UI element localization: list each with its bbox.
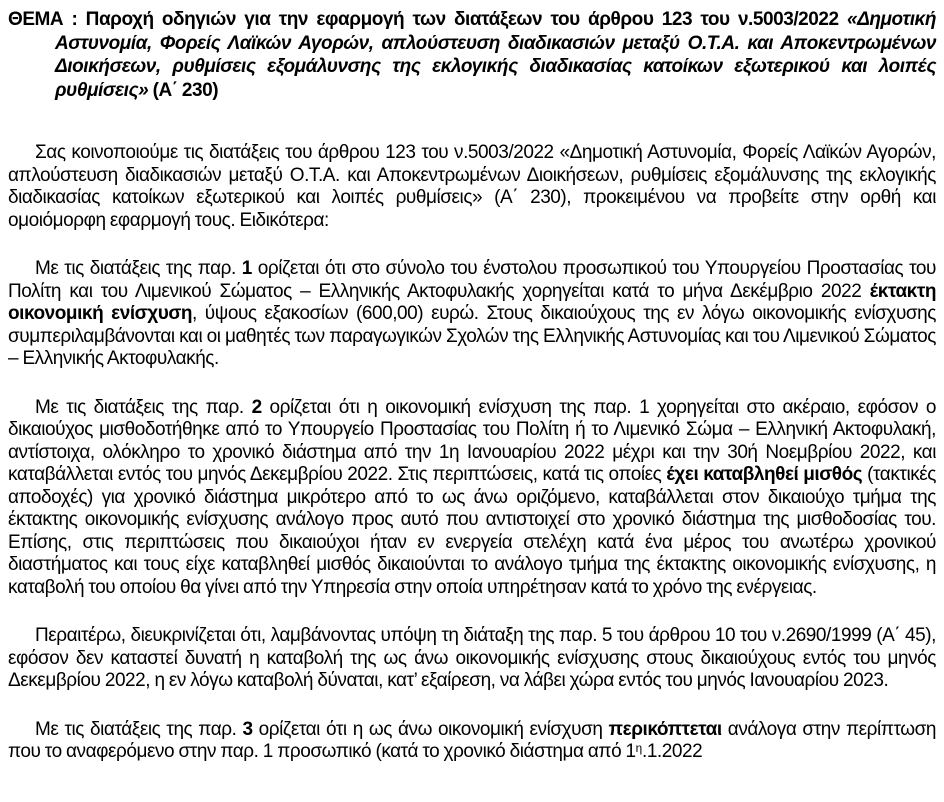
text-segment: «Δημοτική Αστυνομία, Φορείς Λαϊκών Αγορών, απλούστευση διαδικασιών μεταξύ Ο.Τ.Α. και Αποκεντρωμένων Διοικήσεων, ρυθμίσεις εξομάλυνσης της εκλογικής διαδικασίας κατοίκων εξωτερικού και λοιπές ρυθμίσεις» (55, 9, 936, 101)
text-segment: η (635, 742, 642, 756)
text-segment: (τακτικές αποδοχές) για χρονικό διάστημα μικρότερο από το ως άνω οριζόμενο, καταβάλλεται στον δικαιούχο τμήμα της έκτακτης οικονομικής ενίσχυσης ανάλογο προς αυτό που αντιστοιχεί στο χρονικό διάστημα της μισθοδοσίας του. Επίσης, στις περιπτώσεις που δικαιούχοι ήταν εν ενεργεία στελέχη κατά ένα μέρος του ανωτέρω χρονικού διαστήματος και τους είχε καταβληθεί μισθός δικαιούνται το ανάλογο τμήμα της έκτακτης οικονομικής ενίσχυσης, η καταβολή του οποίου θα γίνει από την Υπηρεσία στην οποία υπηρέτησαν κατά το χρόνο της ενέργειας. (8, 464, 936, 598)
text-segment: περικόπτεται (608, 718, 722, 740)
text-segment: Με τις διατάξεις της παρ. (35, 718, 243, 740)
text-segment: Με τις διατάξεις της παρ. (35, 258, 242, 279)
paragraph-par-1 (8, 258, 936, 371)
text-segment: .1.2022 (641, 741, 703, 762)
text-segment: (Α΄ 230) (148, 79, 219, 101)
text-segment: , ύψους εξακοσίων (600,00) ευρώ. Στους δικαιούχους της εν λόγω οικονομικής ενίσχυσης συμπεριλαμβάνονται και οι μαθητές των παραγωγικών Σχολών της Ελληνικής Αστυνομίας και του Λιμενικού Σώματος – Ελληνικής Ακτοφυλακής. (8, 303, 936, 369)
text-segment: Περαιτέρω, διευκρινίζεται ότι, λαμβάνοντας υπόψη τη διάταξη της παρ. 5 του άρθρου 10 του ν.2690/1999 (Α΄ 45), εφόσον δεν καταστεί δυνατή η καταβολή της ως άνω οικονομικής ενίσχυσης στους δικαιούχους εντός του μηνός Δεκεμβρίου 2022, η εν λόγω καταβολή δύναται, κατ’ εξαίρεση, να λάβει χώρα εντός του μηνός Ιανουαρίου 2023. (8, 625, 936, 691)
text-segment: ορίζεται ότι στο σύνολο του ένστολου προσωπικού του Υπουργείου Προστασίας του Πολίτη και του Λιμενικού Σώματος – Ελληνικής Ακτοφυλακής χορηγείται κατά το μήνα Δεκέμβριο 2022 (8, 258, 936, 302)
text-segment: Σας κοινοποιούμε τις διατάξεις του άρθρου 123 του ν.5003/2022 «Δημοτική Αστυνομία, Φορείς Λαϊκών Αγορών, απλούστευση διαδικασιών μεταξύ Ο.Τ.Α. και Αποκεντρωμένων Διοικήσεων, ρυθμίσεις εξομάλυνσης της εκλογικής διαδικασίας κατοίκων εξωτερικού και λοιπές ρυθμίσεις» (Α΄ 230), προκειμένου να προβείτε στην ορθή και ομοιόμορφη εφαρμογή τους. Ειδικότερα: (8, 142, 936, 231)
text-segment: 2 (251, 396, 262, 418)
text-segment: ορίζεται ότι η ως άνω οικονομική ενίσχυση (252, 718, 609, 740)
paragraph-par-2 (8, 397, 936, 600)
text-segment: ανάλογα στην περίπτωση που το αναφερόμενο στην παρ. 1 προσωπικό (κατά το χρονικό διάστημα από 1 (8, 718, 937, 762)
text-segment: 1 (241, 258, 252, 279)
text-segment: έκτακτη οικονομική ενίσχυση (8, 280, 936, 324)
paragraph-par-3 (8, 719, 936, 766)
text-segment: έχει καταβληθεί μισθός (666, 464, 863, 485)
text-segment: Με τις διατάξεις της παρ. (35, 396, 252, 418)
paragraph-intro (8, 142, 936, 232)
subject-heading (8, 8, 936, 102)
text-segment: ορίζεται ότι η οικονομική ενίσχυση της παρ. 1 χορηγείται στο ακέραιο, εφόσον ο δικαιούχος μισθοδοτήθηκε από το Υπουργείο Προστασίας του Πολίτη ή το Λιμενικό Σώμα – Ελληνική Ακτοφυλακή, αντίστοιχα, ολόκληρο το χρονικό διάστημα από την 1η Ιανουαρίου 2022 μέχρι και την 30ή Νοεμβρίου 2022, και καταβάλλεται εντός του μηνός Δεκεμβρίου 2022. Στις περιπτώσεις, κατά τις οποίες (8, 396, 937, 485)
text-segment: ΘΕΜΑ : Παροχή οδηγιών για την εφαρμογή των διατάξεων του άρθρου 123 του ν.5003/2022 (8, 9, 847, 30)
text-segment: 3 (242, 718, 253, 740)
paragraph-clarification (8, 625, 936, 693)
